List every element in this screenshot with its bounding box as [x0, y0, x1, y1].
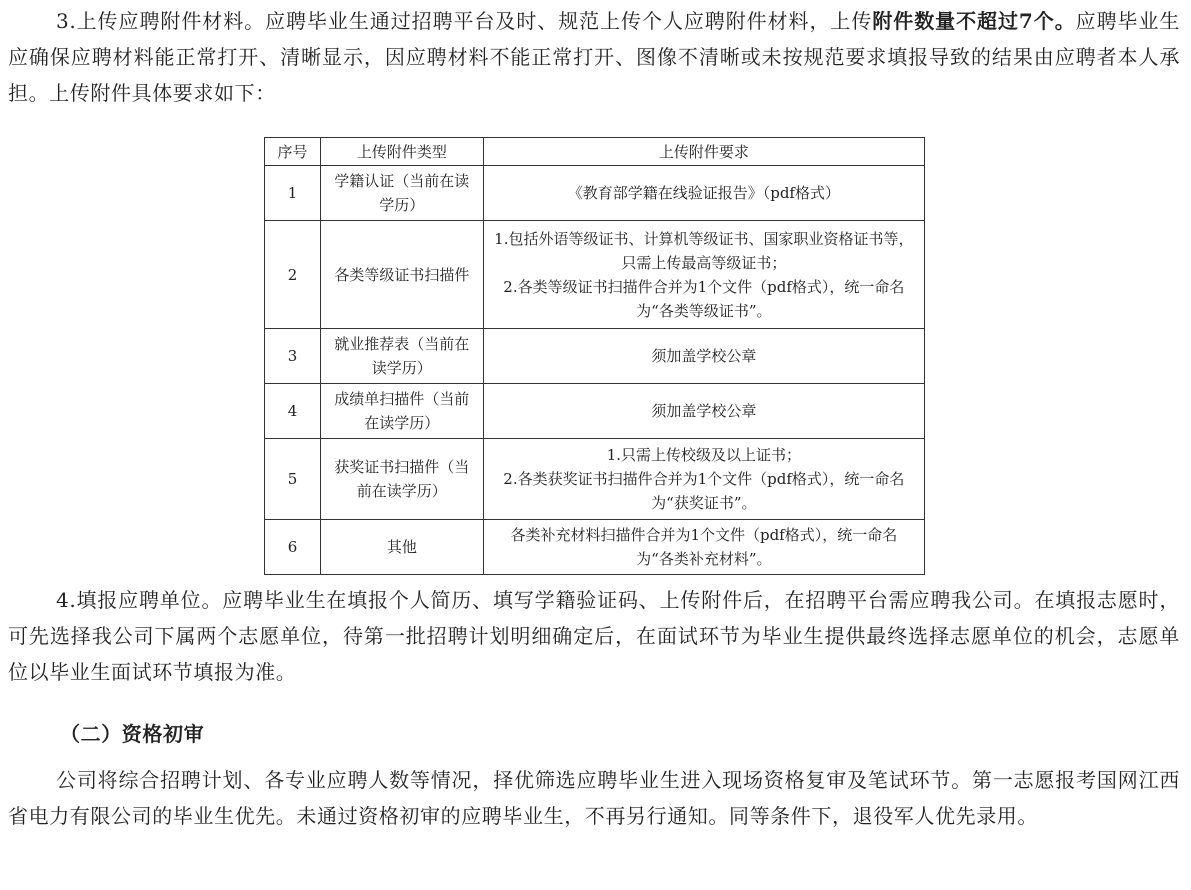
paragraph-fill-application-unit: 4.填报应聘单位。应聘毕业生在填报个人简历、填写学籍验证码、上传附件后，在招聘平台需应聘我公司。在填报志愿时，可先选择我公司下属两个志愿单位，待第一批招聘计划明细确定后，在面试环节为毕业生提供最终选择志愿单位的机会，志愿单位以毕业生面试环节填报为准。 [8, 588, 1180, 684]
row-type [320, 520, 483, 575]
table-row [265, 329, 925, 384]
table-row [265, 520, 925, 575]
row-type [320, 329, 483, 384]
row-type-text: 成绩单扫描件（当前在读学历） [334, 390, 470, 432]
row-requirement [483, 384, 924, 439]
requirement-line: 2.各类等级证书扫描件合并为1个文件（pdf格式），统一命名为“各类等级证书”。 [503, 277, 905, 320]
paragraph-text: 3.上传应聘附件材料。应聘毕业生通过招聘平台及时、规范上传个人应聘附件材料，上传 [56, 9, 873, 33]
row-type-text: 获奖证书扫描件（当前在读学历） [334, 458, 470, 500]
attachment-requirements-table [264, 137, 925, 575]
requirement-line: 须加盖学校公章 [651, 402, 757, 420]
table-row [265, 439, 925, 520]
table-row [265, 166, 925, 221]
row-index: 4 [265, 384, 321, 439]
row-requirement [483, 439, 924, 520]
row-type [320, 166, 483, 221]
row-requirement [483, 166, 924, 221]
table-row [265, 221, 925, 329]
row-index: 3 [265, 329, 321, 384]
row-type-text: 其他 [386, 538, 417, 556]
row-requirement [483, 329, 924, 384]
row-index: 2 [265, 221, 321, 329]
row-type-text: 各类等级证书扫描件 [334, 265, 470, 284]
table-row [265, 384, 925, 439]
row-index: 6 [265, 520, 321, 575]
header-type: 上传附件类型 [320, 138, 483, 166]
row-type-text: 就业推荐表（当前在读学历） [334, 335, 470, 377]
requirement-line: 各类补充材料扫描件合并为1个文件（pdf格式），统一命名为“各类补充材料”。 [510, 526, 898, 568]
section-heading-qualification-review: （二）资格初审 [60, 722, 205, 746]
row-requirement [483, 221, 924, 329]
row-index: 5 [265, 439, 321, 520]
requirement-line: 须加盖学校公章 [651, 347, 757, 365]
requirement-line: 《教育部学籍在线验证报告》（pdf格式） [567, 184, 840, 202]
row-requirement [483, 520, 924, 575]
row-type [320, 384, 483, 439]
requirement-line: 1.只需上传校级及以上证书； [606, 446, 802, 464]
row-index: 1 [265, 166, 321, 221]
header-requirement: 上传附件要求 [483, 138, 924, 166]
row-type [320, 439, 483, 520]
paragraph-text: 应聘毕业生应确保应聘材料能正常打开、清晰显示，因应聘材料不能正常打开、图像不清晰或未按规范要求填报导致的结果由应聘者本人承担。上传附件具体要求如下： [8, 9, 1180, 105]
paragraph-upload-attachments [8, 3, 1180, 111]
row-type [320, 221, 483, 329]
row-type-text: 学籍认证（当前在读学历） [334, 172, 470, 214]
requirement-line: 1.包括外语等级证书、计算机等级证书、国家职业资格证书等，只需上传最高等级证书； [494, 229, 914, 272]
table-header-row [265, 138, 925, 166]
attachment-limit-emphasis: 附件数量不超过7个。 [872, 9, 1076, 33]
paragraph-qualification-review: 公司将综合招聘计划、各专业应聘人数等情况，择优筛选应聘毕业生进入现场资格复审及笔试环节。第一志愿报考国网江西省电力有限公司的毕业生优先。未通过资格初审的应聘毕业生，不再另行通知。同等条件下，退役军人优先录用。 [8, 768, 1180, 828]
header-index: 序号 [265, 138, 321, 166]
requirement-line: 2.各类获奖证书扫描件合并为1个文件（pdf格式），统一命名为“获奖证书”。 [503, 470, 905, 512]
